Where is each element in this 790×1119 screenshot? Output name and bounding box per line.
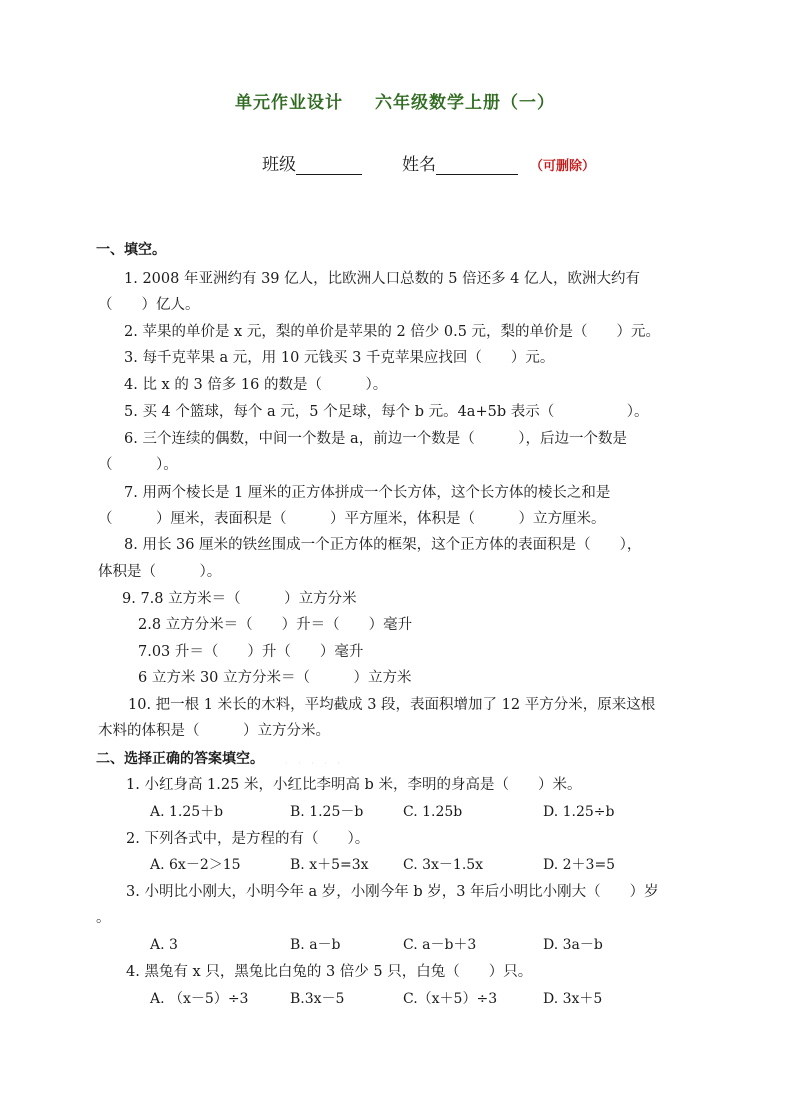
q9-line1: 9. 7.8 立方米＝（ ）立方分米 <box>122 591 357 607</box>
mc2-option-c[interactable]: C. 3x－1.5x <box>403 857 484 873</box>
q6-line2: （ ）。 <box>98 457 178 473</box>
mc2-option-a[interactable]: A. 6x－2＞15 <box>150 857 241 873</box>
mc3-stem: 3. 小明比小刚大，小明今年 a 岁，小刚今年 b 岁，3 年后小明比小刚大（ ）岁 <box>126 884 659 900</box>
q9-line3: 7.03 升＝（ ）升（ ）毫升 <box>138 644 364 660</box>
q10-line1: 10. 把一根 1 米长的木料，平均截成 3 段，表面积增加了 12 平方分米，原来这根 <box>128 697 656 713</box>
q6-line1: 6. 三个连续的偶数，中间一个数是 a，前边一个数是（ ），后边一个数是 <box>124 431 627 447</box>
q7-line2: （ ）厘米，表面积是（ ）平方厘米，体积是（ ）立方厘米。 <box>98 511 606 527</box>
q1-line1: 1. 2008 年亚洲约有 39 亿人，比欧洲人口总数的 5 倍还多 4 亿人，欧洲大约有 <box>124 271 641 287</box>
q7-line1: 7. 用两个棱长是 1 厘米的正方体拼成一个长方体，这个长方体的棱长之和是 <box>124 485 611 501</box>
mc3-option-d[interactable]: D. 3a－b <box>543 937 603 953</box>
mc1-stem: 1. 小红身高 1.25 米，小红比李明高 b 米，李明的身高是（ ）米。 <box>126 777 582 793</box>
q4-line: 4. 比 x 的 3 倍多 16 的数是（ ）。 <box>124 377 388 393</box>
title-grade-book: 六年级数学上册（一） <box>375 93 555 113</box>
mc4-option-c[interactable]: C.（x＋5）÷3 <box>403 991 498 1007</box>
mc3-option-a[interactable]: A. 3 <box>150 937 178 953</box>
student-info-line <box>262 150 595 175</box>
q1-line2: （ ）亿人。 <box>98 297 200 313</box>
section2-heading: 二、选择正确的答案填空。 <box>96 751 264 767</box>
mc1-option-a[interactable]: A. 1.25＋b <box>150 804 224 820</box>
mc3-option-b[interactable]: B. a－b <box>290 937 341 953</box>
mc4-option-b[interactable]: B.3x－5 <box>290 991 345 1007</box>
q10-line2: 木料的体积是（ ）立方分米。 <box>98 723 330 739</box>
section1-heading: 一、填空。 <box>96 242 166 258</box>
q9-line2: 2.8 立方分米＝（ ）升＝（ ）毫升 <box>138 617 413 633</box>
faint-watermark-dots: · · · · · <box>285 759 344 768</box>
q9-line4: 6 立方米 30 立方分米＝（ ）立方米 <box>138 670 412 686</box>
mc4-stem: 4. 黑兔有 x 只，黑兔比白兔的 3 倍少 5 只，白兔（ ）只。 <box>126 964 533 980</box>
title-unit-design: 单元作业设计 <box>235 93 343 113</box>
mc2-option-d[interactable]: D. 2＋3=5 <box>543 857 616 873</box>
mc1-option-d[interactable]: D. 1.25÷b <box>543 804 615 820</box>
mc1-option-c[interactable]: C. 1.25b <box>403 804 463 820</box>
name-label: 姓名 <box>402 155 436 175</box>
q3-line: 3. 每千克苹果 a 元，用 10 元钱买 3 千克苹果应找回（ ）元。 <box>124 350 555 366</box>
mc2-stem: 2. 下列各式中，是方程的有（ ）。 <box>126 831 370 847</box>
q8-line1: 8. 用长 36 厘米的铁丝围成一个正方体的框架，这个正方体的表面积是（ ）， <box>124 537 642 553</box>
mc3-option-c[interactable]: C. a－b＋3 <box>403 937 477 953</box>
name-blank[interactable] <box>436 156 518 175</box>
deletable-note: （可删除） <box>530 159 596 174</box>
mc4-option-d[interactable]: D. 3x＋5 <box>543 991 603 1007</box>
mc3-stem-tail: 。 <box>96 910 111 926</box>
class-label: 班级 <box>262 155 296 175</box>
mc4-option-a[interactable]: A. （x－5）÷3 <box>150 991 249 1007</box>
q8-line2: 体积是（ ）。 <box>98 564 222 580</box>
mc1-option-b[interactable]: B. 1.25－b <box>290 804 364 820</box>
class-blank[interactable] <box>296 156 362 175</box>
worksheet-title <box>0 88 790 113</box>
q5-line: 5. 买 4 个篮球，每个 a 元，5 个足球，每个 b 元。4a+5b 表示（ ）。 <box>124 404 649 420</box>
mc2-option-b[interactable]: B. x＋5=3x <box>290 857 369 873</box>
q2-line: 2. 苹果的单价是 x 元，梨的单价是苹果的 2 倍少 0.5 元，梨的单价是（ ）元。 <box>124 324 661 340</box>
